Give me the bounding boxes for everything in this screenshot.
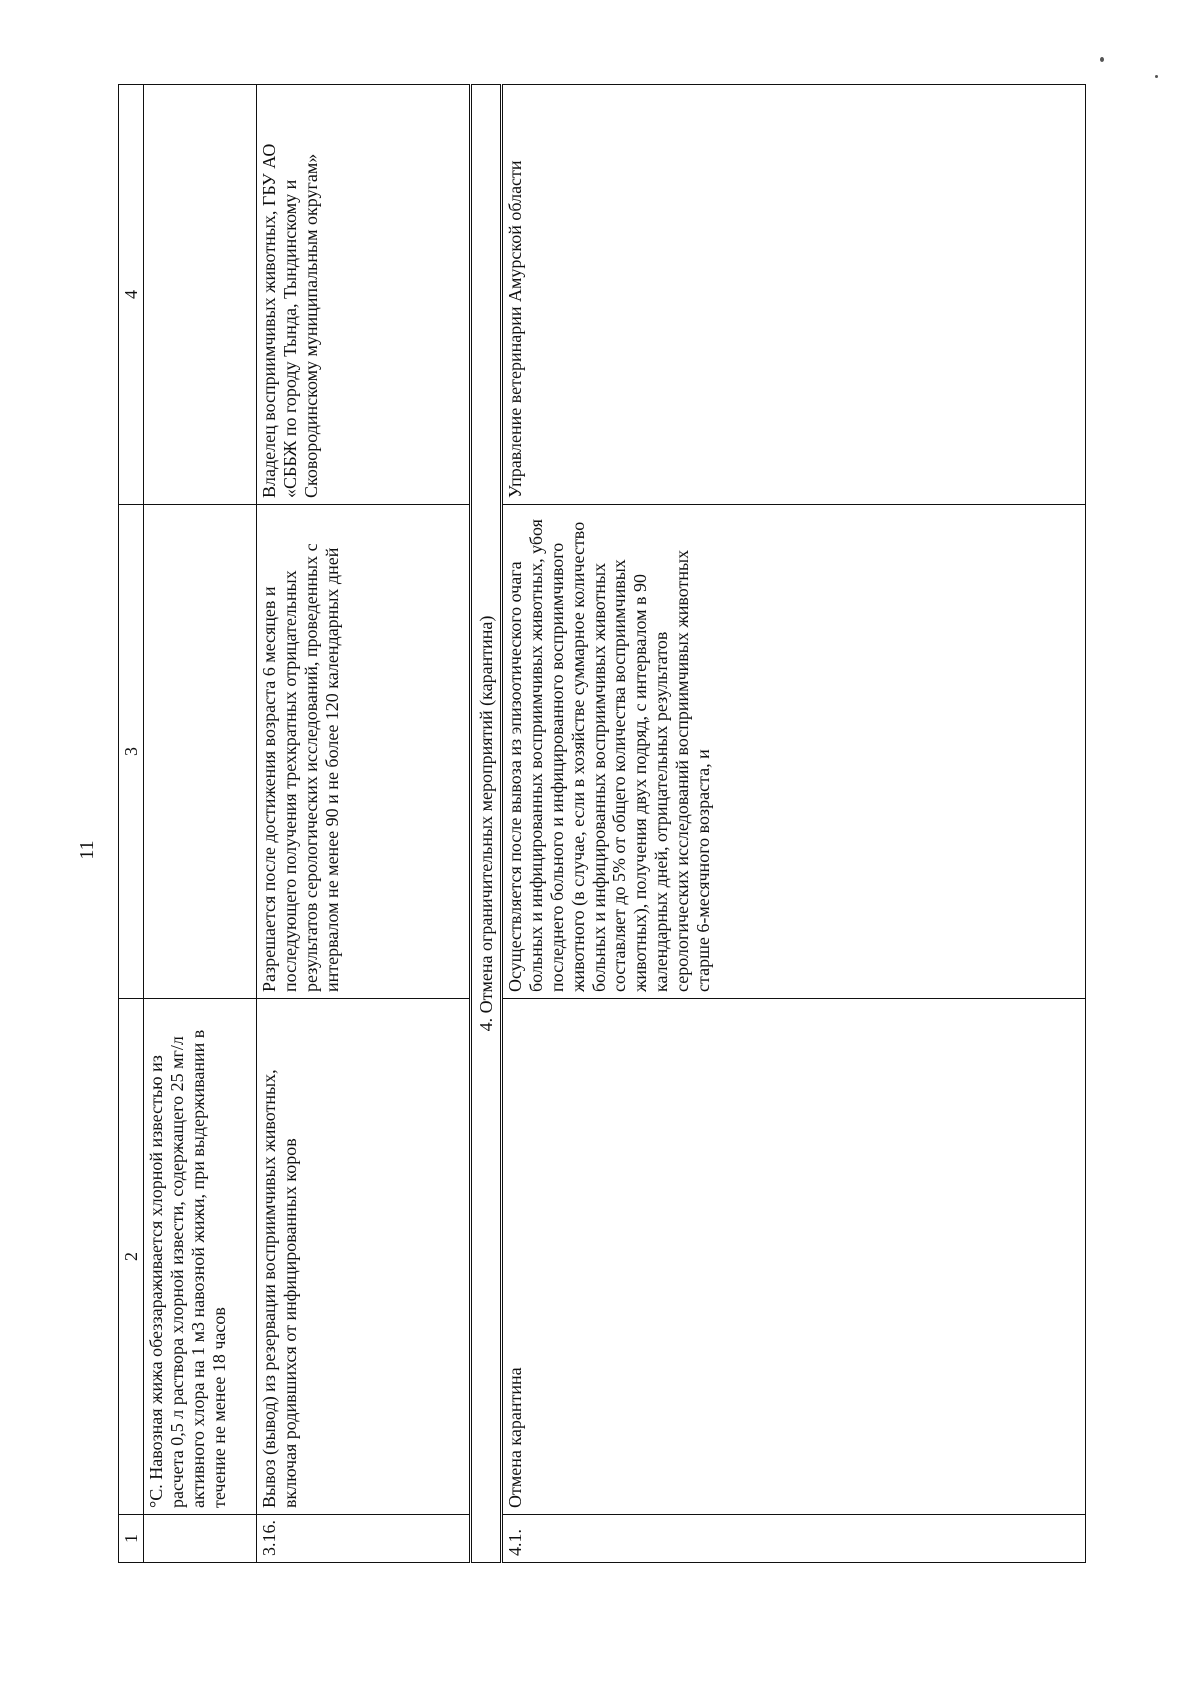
section-4-title: 4. Отмена ограничительных мероприятий (карантина) [471, 85, 502, 1563]
row-number [144, 1515, 257, 1563]
table-row-4-1 [502, 85, 1086, 1563]
row-term: Осуществляется после вывоза из эпизоотического очага больных и инфицированных восприимчивых животных, убоя последнего больного и инфицированного восприимчивого животного (в случае, если в хозяйстве суммарное количество больных и инфицированных восприимчивых животных составляет до 5% от общего количества восприимчивых животных), получения двух подряд, с интервалом в 90 календарных дней, отрицательных результатов серологических исследований восприимчивых животных старше 6-месячного возраста, и [502, 505, 1086, 999]
section-header-row [471, 85, 502, 1563]
row-number: 4.1. [502, 1515, 1086, 1563]
header-col-1: 1 [119, 1515, 144, 1563]
row-event: Вывоз (вывод) из резервации восприимчивых животных, включая родившихся от инфицированных коров [257, 999, 471, 1515]
scan-speck [1100, 57, 1104, 62]
header-col-3: 3 [119, 505, 144, 999]
row-responsible: Владелец восприимчивых животных, ГБУ АО «СББЖ по городу Тында, Тындинскому и Сковородинскому муниципальным округам» [257, 85, 471, 505]
scan-speck [1155, 75, 1158, 78]
rotated-table-container [118, 85, 1086, 1563]
table-row-continuation [144, 85, 257, 1563]
row-event: °С. Навозная жижа обеззараживается хлорной известью из расчета 0,5 л раствора хлорной извести, содержащего 25 мг/л активного хлора на 1 м3 навозной жижи, при выдерживании в течение не менее 18 часов [144, 999, 257, 1515]
table-row-3-16 [257, 85, 471, 1563]
page-number: 11 [76, 840, 98, 860]
row-term [144, 505, 257, 999]
table-header-row [119, 85, 144, 1563]
row-event: Отмена карантина [502, 999, 1086, 1515]
measures-table [118, 84, 1086, 1563]
row-term: Разрешается после достижения возраста 6 месяцев и последующего получения трехкратных отрицательных результатов серологических исследований, проведенных с интервалом не менее 90 и не более 120 календарных дней [257, 505, 471, 999]
row-responsible [144, 85, 257, 505]
header-col-2: 2 [119, 999, 144, 1515]
row-number: 3.16. [257, 1515, 471, 1563]
row-responsible: Управление ветеринарии Амурской области [502, 85, 1086, 505]
header-col-4: 4 [119, 85, 144, 505]
